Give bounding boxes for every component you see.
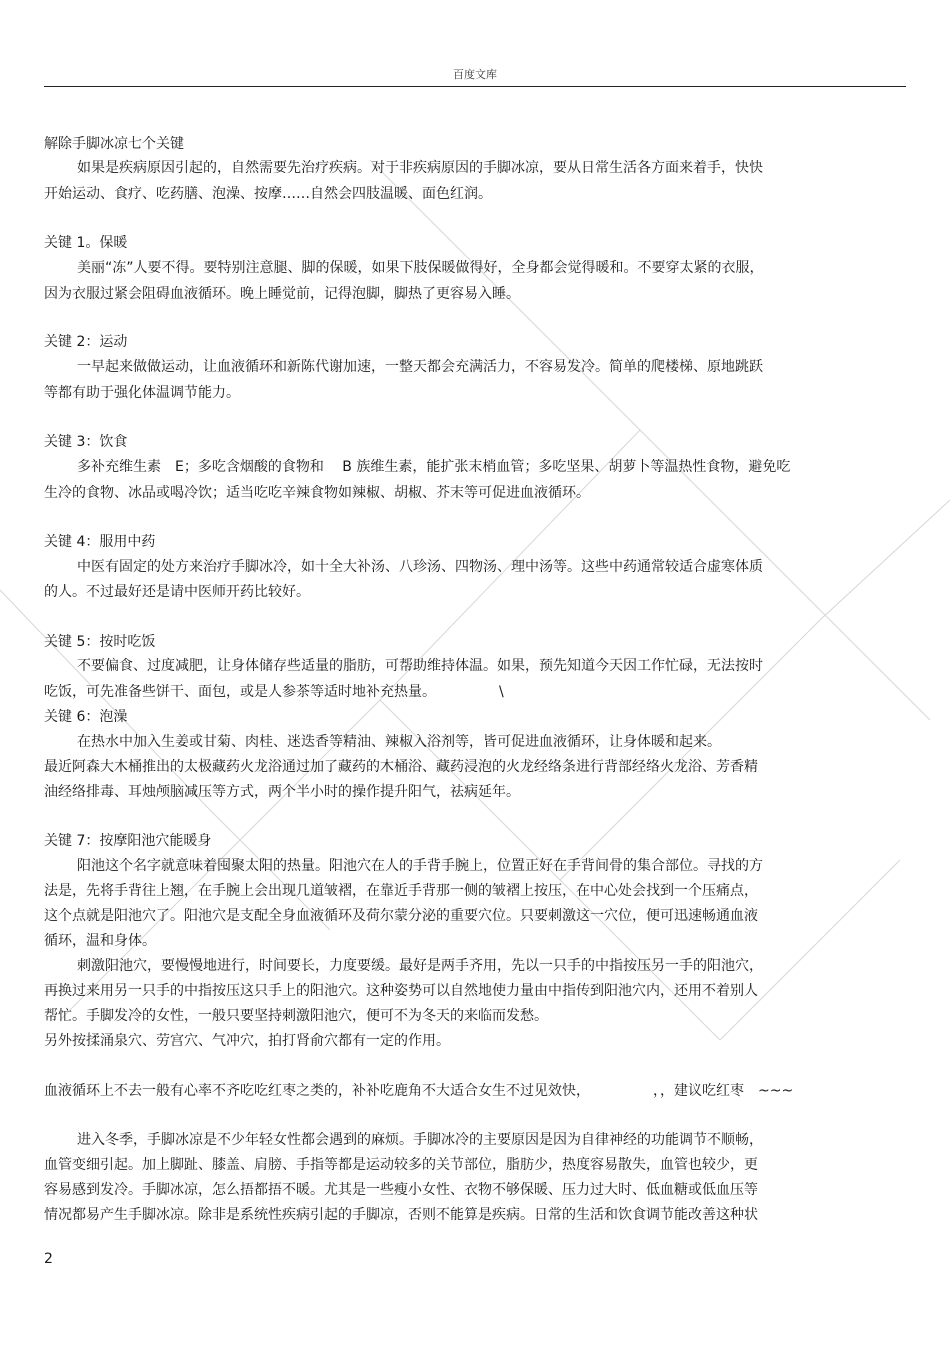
- text-line: 这个点就是阳池穴了。阳池穴是支配全身血液循环及荷尔蒙分泌的重要穴位。只要刺激这一穴位，便可迅速畅通血液: [44, 908, 758, 924]
- text-line: 关键 1。保暖: [44, 235, 128, 251]
- header-divider: [44, 86, 906, 87]
- text-line: 循环，温和身体。: [44, 933, 156, 949]
- text-line: 再换过来用另一只手的中指按压这只手上的阳池穴。这种姿势可以自然地使力量由中指传到阳池穴内，还用不着别人: [44, 983, 758, 999]
- page-header-title: 百度文库: [453, 68, 497, 81]
- text-line: 进入冬季，手脚冰凉是不少年轻女性都会遇到的麻烦。手脚冰冷的主要原因是因为自律神经的功能调节不顺畅，: [77, 1132, 763, 1148]
- text-line: 帮忙。手脚发冷的女性，一般只要坚持刺激阳池穴，便可不为冬天的来临而发愁。: [44, 1008, 548, 1024]
- text-line: 生冷的食物、冰品或喝冷饮；适当吃吃辛辣食物如辣椒、胡椒、芥末等可促进血液循环。: [44, 485, 590, 501]
- text-line: 美丽“冻”人要不得。要特别注意腿、脚的保暖，如果下肢保暖做得好，全身都会觉得暖和。不要穿太紧的衣服，: [77, 260, 764, 276]
- text-line: 刺激阳池穴，要慢慢地进行，时间要长，力度要缓。最好是两手齐用，先以一只手的中指按压另一手的阳池穴，: [77, 958, 763, 974]
- text-line: 关键 6：泡澡: [44, 709, 128, 725]
- text-line: 另外按揉涌泉穴、劳宫穴、气冲穴，拍打肾俞穴都有一定的作用。: [44, 1033, 450, 1049]
- page-number: 2: [44, 1251, 53, 1267]
- text-line: 如果是疾病原因引起的，自然需要先治疗疾病。对于非疾病原因的手脚冰凉，要从日常生活各方面来着手，快快: [77, 160, 763, 176]
- text-line: 法是，先将手背往上翘，在手腕上会出现几道皱褶，在靠近手背那一侧的皱褶上按压，在中心处会找到一个压痛点，: [44, 883, 758, 899]
- text-line: 血液循环上不去一般有心率不齐吃吃红枣之类的，补补吃鹿角不大适合女生不过见效快， ，，建议吃红枣 ~~~: [44, 1083, 794, 1099]
- text-line: 吃饭，可先准备些饼干、面包，或是人参茶等适时地补充热量。 \: [44, 684, 504, 700]
- text-line: 最近阿森大木桶推出的太极藏药火龙浴通过加了藏药的木桶浴、藏药浸泡的火龙经络条进行背部经络火龙浴、芳香精: [44, 759, 758, 775]
- text-line: 多补充维生素 E；多吃含烟酸的食物和 B 族维生素，能扩张末梢血管；多吃坚果、胡萝卜等温热性食物，避免吃: [77, 459, 791, 475]
- text-line: 关键 4：服用中药: [44, 534, 156, 550]
- text-line: 油经络排毒、耳烛颅脑减压等方式，两个半小时的操作提升阳气，祛病延年。: [44, 784, 520, 800]
- text-line: 不要偏食、过度减肥，让身体储存些适量的脂肪，可帮助维持体温。如果，预先知道今天因工作忙碌，无法按时: [77, 658, 763, 674]
- text-line: 的人。不过最好还是请中医师开药比较好。: [44, 584, 310, 600]
- text-line: 血管变细引起。加上脚趾、膝盖、肩膀、手指等都是运动较多的关节部位，脂肪少，热度容易散失，血管也较少，更: [44, 1157, 758, 1173]
- text-line: 解除手脚冰凉七个关键: [44, 136, 184, 152]
- text-line: 中医有固定的处方来治疗手脚冰冷，如十全大补汤、八珍汤、四物汤、理中汤等。这些中药通常较适合虚寒体质: [77, 559, 763, 575]
- text-line: 阳池这个名字就意味着囤聚太阳的热量。阳池穴在人的手背手腕上，位置正好在手背间骨的集合部位。寻找的方: [77, 858, 763, 874]
- text-line: 关键 3：饮食: [44, 434, 128, 450]
- text-line: 情况都易产生手脚冰凉。除非是系统性疾病引起的手脚凉，否则不能算是疾病。日常的生活和饮食调节能改善这种状: [44, 1207, 758, 1223]
- text-line: 关键 7：按摩阳池穴能暖身: [44, 833, 212, 849]
- text-line: 容易感到发冷。手脚冰凉，怎么捂都捂不暖。尤其是一些瘦小女性、衣物不够保暖、压力过大时、低血糖或低血压等: [44, 1182, 758, 1198]
- text-line: 等都有助于强化体温调节能力。: [44, 385, 240, 401]
- text-line: 关键 2：运动: [44, 334, 128, 350]
- text-line: 在热水中加入生姜或甘菊、肉桂、迷迭香等精油、辣椒入浴剂等，皆可促进血液循环，让身体暖和起来。: [77, 734, 721, 750]
- text-line: 开始运动、食疗、吃药膳、泡澡、按摩……自然会四肢温暖、面色红润。: [44, 186, 492, 202]
- text-line: 一早起来做做运动，让血液循环和新陈代谢加速，一整天都会充满活力，不容易发冷。简单的爬楼梯、原地跳跃: [77, 359, 763, 375]
- text-line: 关键 5：按时吃饭: [44, 634, 156, 650]
- text-line: 因为衣服过紧会阻碍血液循环。晚上睡觉前，记得泡脚，脚热了更容易入睡。: [44, 286, 520, 302]
